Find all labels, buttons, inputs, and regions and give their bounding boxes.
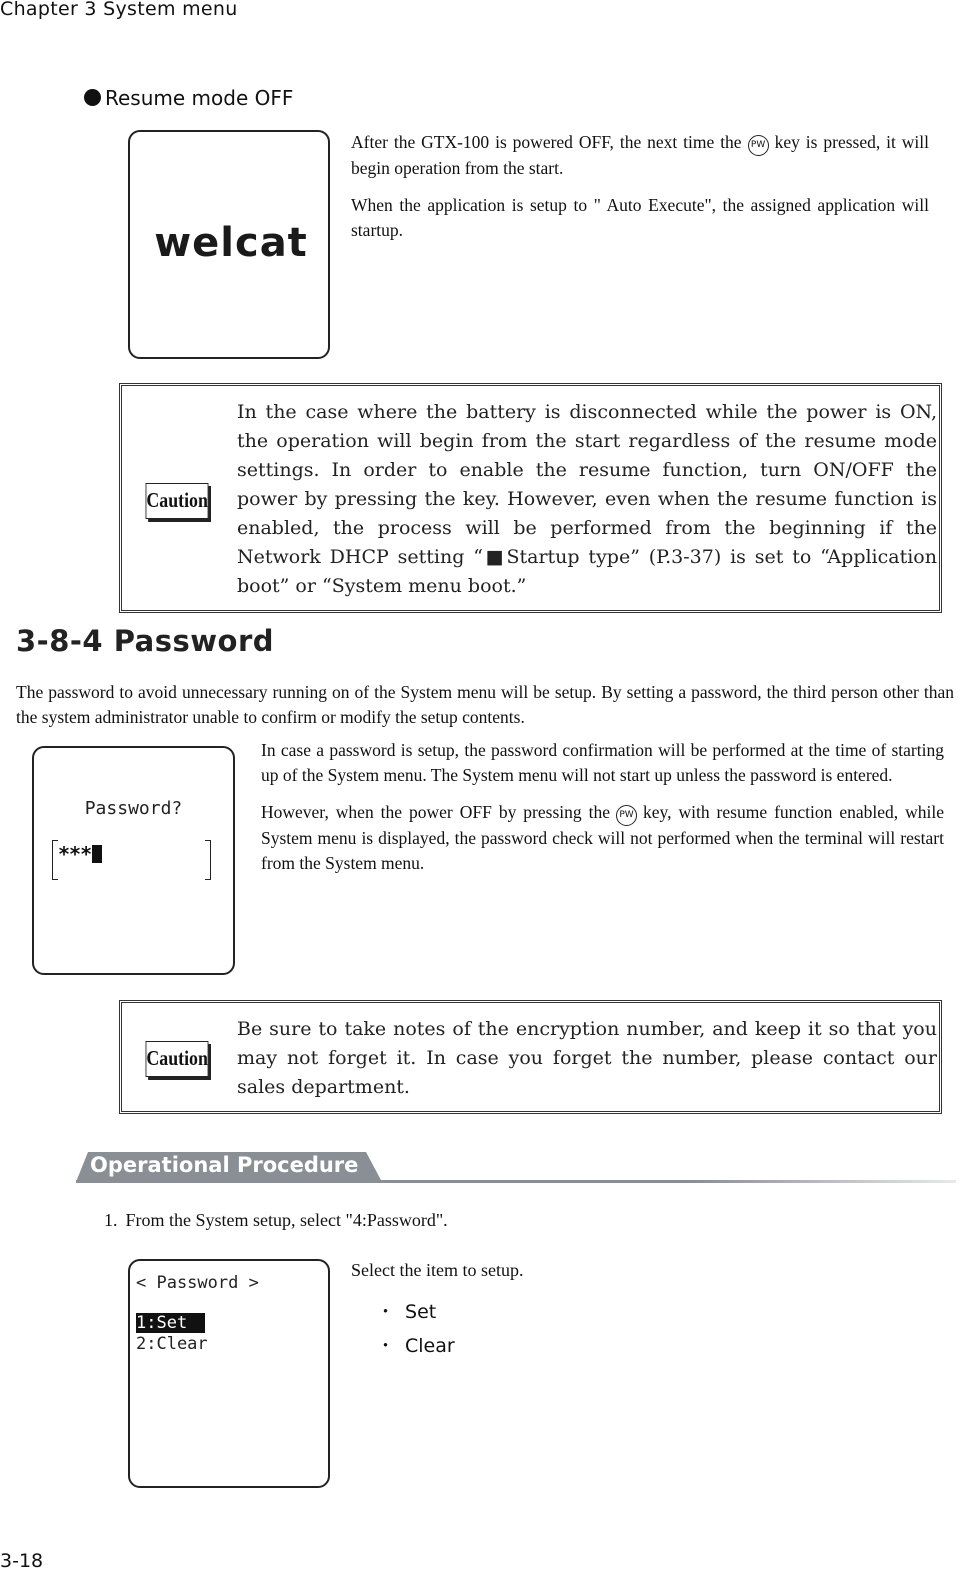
welcat-logo: welcat <box>154 220 308 266</box>
password-prompt: Password? <box>84 798 183 819</box>
chapter-header: Chapter 3 System menu <box>0 0 238 20</box>
bullet-dot: ・ <box>376 1335 396 1357</box>
device-screen-password <box>32 746 235 975</box>
device-screen-password-menu <box>128 1259 330 1488</box>
bullet-dot: ・ <box>376 1301 396 1323</box>
resume-heading-label: Resume mode OFF <box>105 86 294 110</box>
password-text-part: However, when the power OFF by pressing the <box>261 802 610 822</box>
password-field <box>52 840 211 880</box>
pw-key-icon: PW <box>748 135 769 156</box>
step-1 <box>104 1210 448 1231</box>
resume-paragraph-1 <box>351 130 929 181</box>
text-cursor <box>92 845 102 863</box>
menu-title: < Password > <box>136 1273 259 1293</box>
caution-text: In the case where the battery is disconnected while the power is ON, the operation will begin from the start regardless of the resume mode settings. In order to enable the resume function, turn ON/OFF the power by pressing the key. However, even when the resume function is enabled, the process will be performed from the beginning if the Network DHCP setting “■Startup type” (P.3-37) is set to “Application boot” or “System menu boot.” <box>237 401 937 597</box>
step-text: From the System setup, select "4:Password". <box>125 1210 448 1230</box>
device-screen-welcat <box>128 130 330 359</box>
password-paragraph-2 <box>261 800 944 876</box>
password-masked: *** <box>58 842 92 866</box>
caution-badge: Caution <box>146 1041 209 1077</box>
section-title: 3-8-4 Password <box>16 624 275 658</box>
resume-mode-heading <box>84 86 293 110</box>
menu-item-set[interactable]: 1:Set <box>136 1313 205 1333</box>
caution-text: Be sure to take notes of the encryption number, and keep it so that you may not forget it. In case you forget the number, please contact our sales department. <box>237 1018 937 1098</box>
option-label: Set <box>405 1301 437 1323</box>
menu-item-clear[interactable]: 2:Clear <box>136 1334 208 1354</box>
password-intro: The password to avoid unnecessary running on of the System menu will be setup. By setting a password, the third person other than the system administrator unable to confirm or modify the setup contents. <box>16 682 954 727</box>
password-text-part: key, with resume function enabled, while System menu is displayed, the password check will not performed when the terminal will restart from the System menu. <box>261 802 945 873</box>
pw-key-icon: PW <box>616 805 637 826</box>
step-number: 1. <box>104 1210 118 1230</box>
option-clear <box>376 1331 455 1358</box>
bullet-icon <box>84 89 101 106</box>
resume-description <box>351 130 929 255</box>
resume-paragraph-2: When the application is setup to " Auto Execute", the assigned application will startup. <box>351 195 929 240</box>
banner-label: Operational Procedure <box>90 1153 359 1177</box>
option-label: Clear <box>405 1335 455 1357</box>
resume-text-part: key is pressed, it will begin operation from the start. <box>351 132 930 178</box>
caution-box-battery <box>119 383 942 613</box>
operational-procedure-banner <box>76 1152 956 1184</box>
password-paragraph-1: In case a password is setup, the password confirmation will be performed at the time of starting up of the System menu. The System menu will not start up unless the password is entered. <box>261 740 944 785</box>
password-value <box>58 842 102 866</box>
caution-badge: Caution <box>146 483 209 519</box>
password-description <box>261 738 944 888</box>
option-set <box>376 1297 436 1324</box>
page-number: 3-18 <box>0 1550 44 1572</box>
resume-text-part: After the GTX-100 is powered OFF, the next time the <box>351 132 742 152</box>
select-instruction: Select the item to setup. <box>351 1260 524 1280</box>
caution-box-encryption <box>119 1000 942 1114</box>
